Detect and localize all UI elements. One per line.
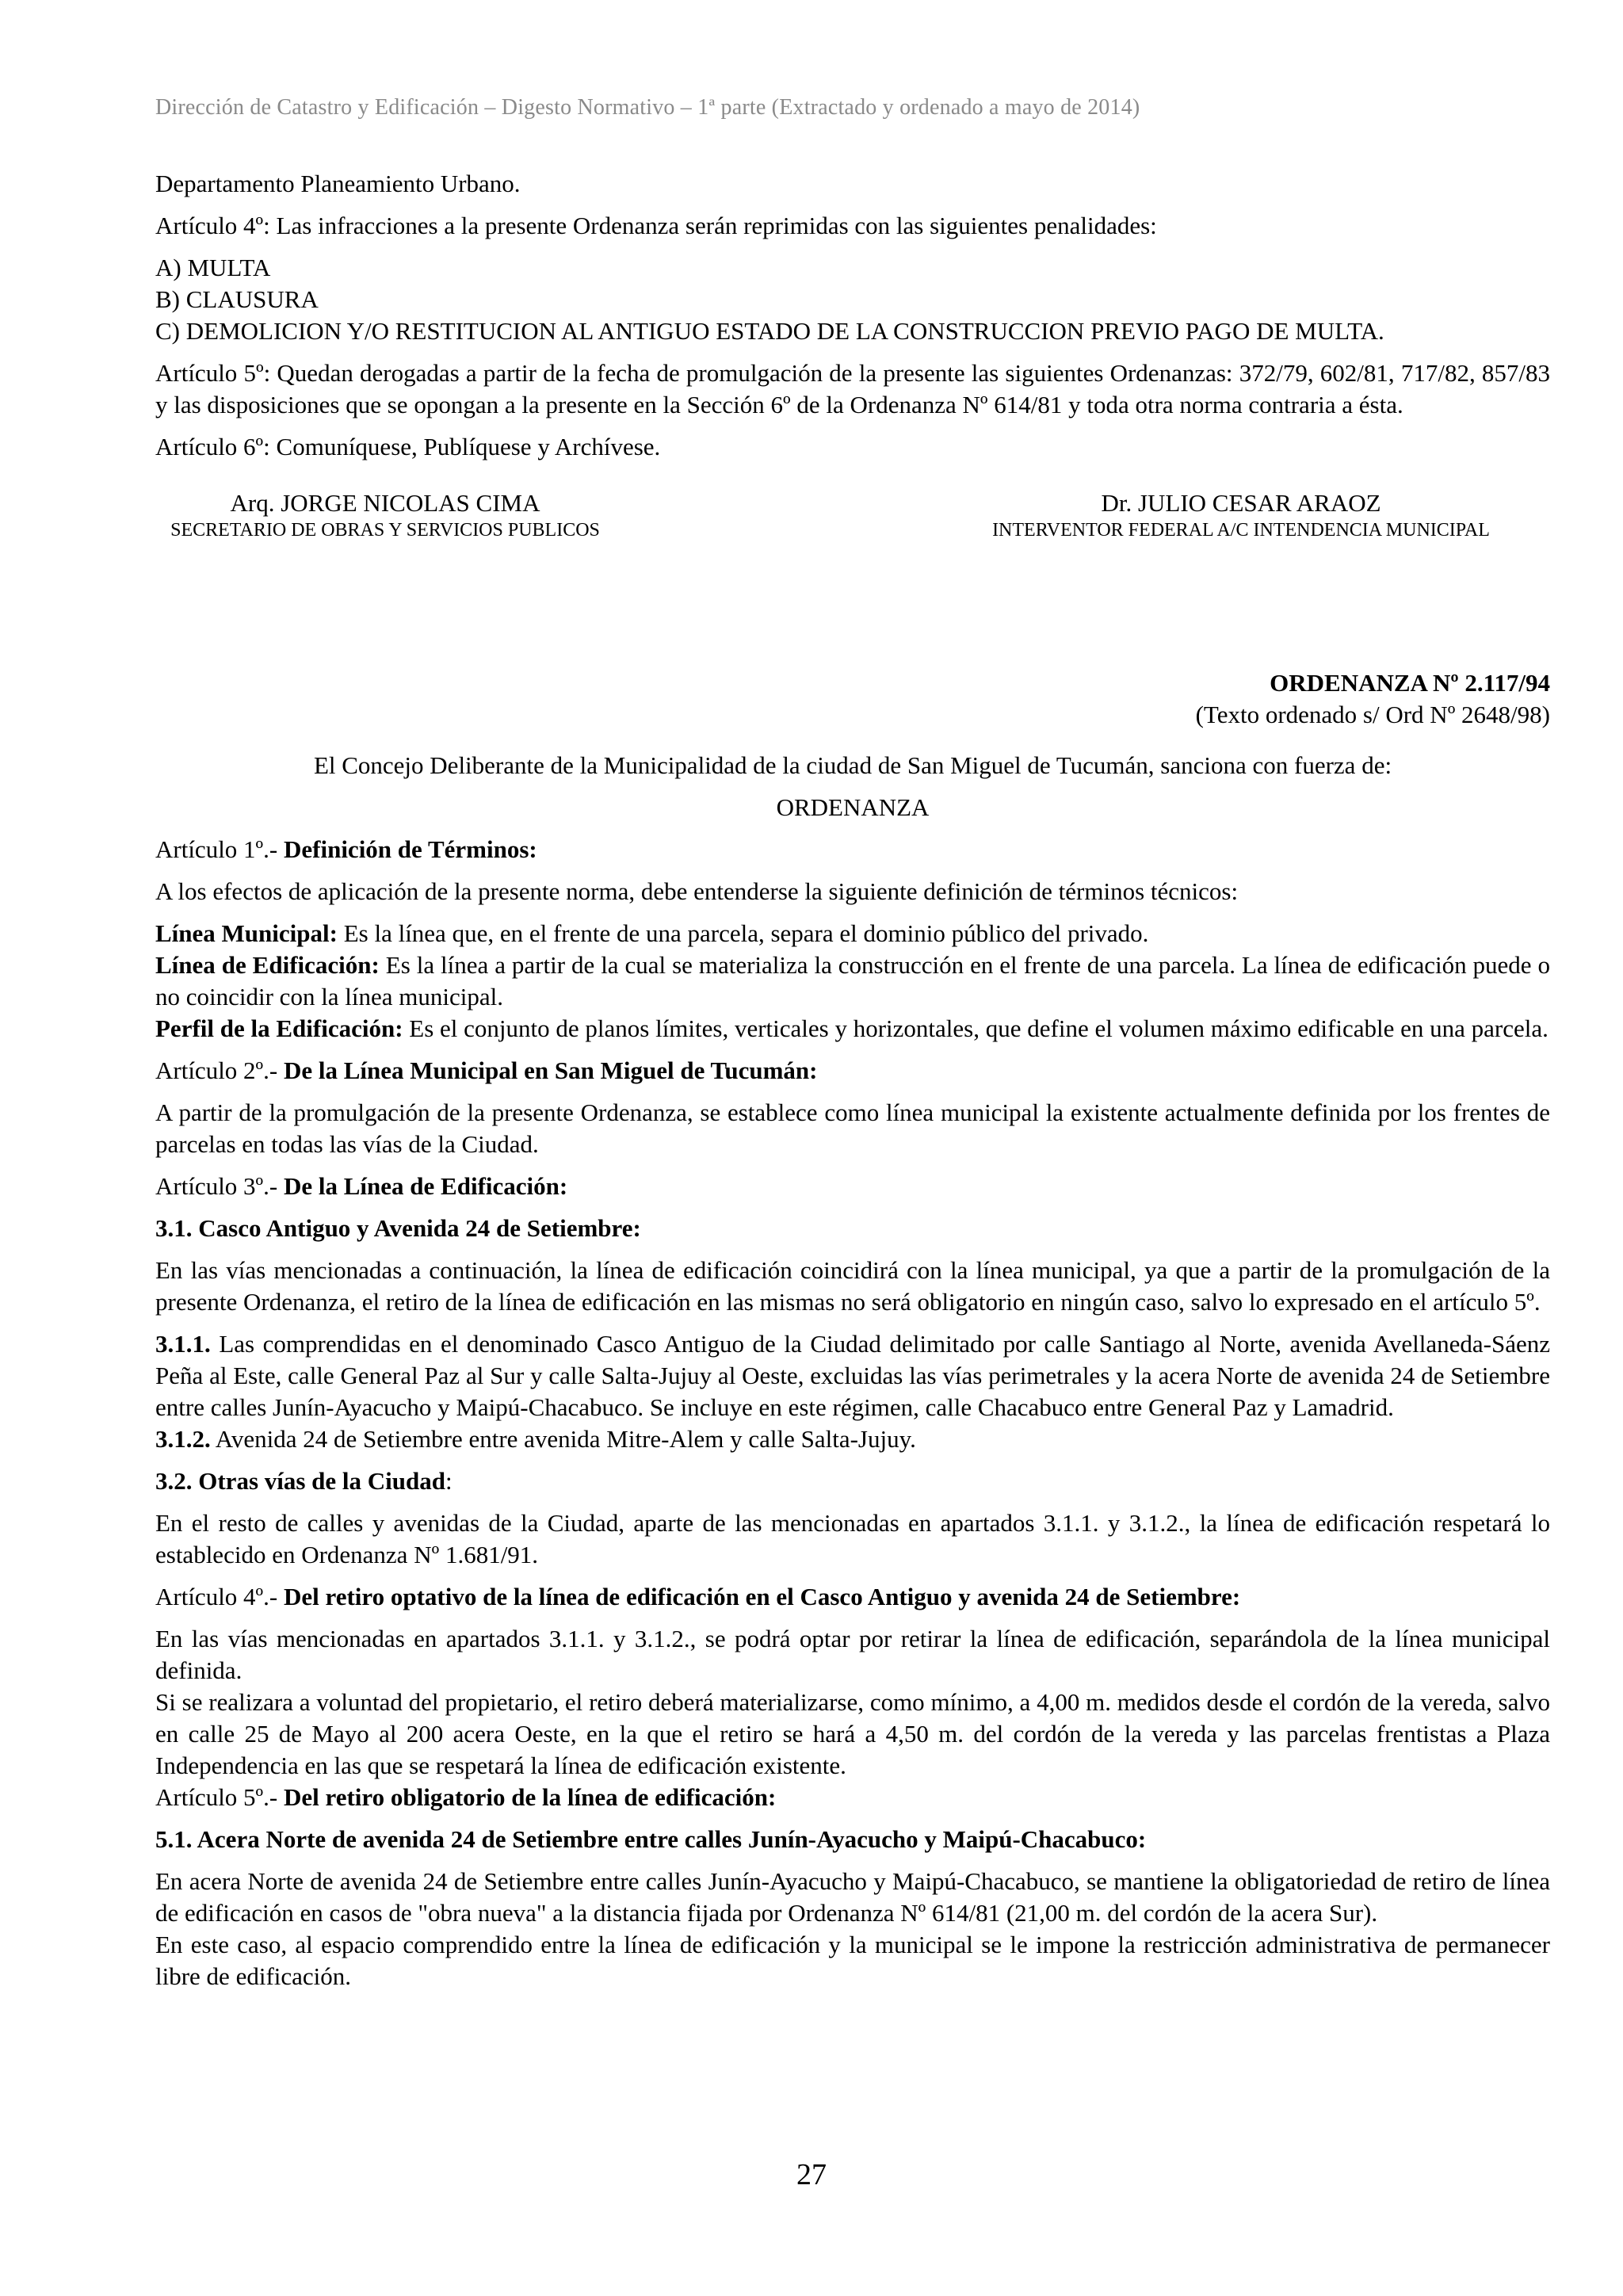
section-5-1-text-1: En acera Norte de avenida 24 de Setiembre entre calles Junín-Ayacucho y Maipú-Chacabuco, se mantiene la obligatoriedad de retiro de línea de edificación en casos de "obra nueva" a la distancia fijada por Ordenanza Nº 614/81 (21,00 m. del cordón de la acera Sur). bbox=[155, 1867, 1550, 1927]
article-2-text: A partir de la promulgación de la presente Ordenanza, se establece como línea municipal la existente actualmente definida por los frentes de parcelas en todas las vías de la Ciudad. bbox=[155, 1098, 1550, 1158]
signature-right bbox=[853, 488, 1550, 556]
definition-linea-edificacion bbox=[155, 949, 1550, 1013]
article-4-heading bbox=[155, 1581, 1550, 1613]
article-5-prefix: Artículo 5º.- bbox=[155, 1783, 284, 1811]
section-3-2-text: En el resto de calles y avenidas de la Ciudad, aparte de las mencionadas en apartados 3.1.1. y 3.1.2., la línea de edificación respetará lo establecido en Ordenanza Nº 1.681/91. bbox=[155, 1509, 1550, 1568]
ordinance-heading: ORDENANZA bbox=[776, 793, 930, 821]
article-5-heading bbox=[155, 1782, 1550, 1813]
signature-right-name: Dr. JULIO CESAR ARAOZ bbox=[1101, 489, 1381, 517]
definition-linea-municipal bbox=[155, 918, 1550, 949]
document-body bbox=[155, 168, 1550, 1992]
article-3-heading bbox=[155, 1171, 1550, 1202]
article-3-title: De la Línea de Edificación: bbox=[284, 1172, 568, 1200]
section-3-1-text: En las vías mencionadas a continuación, la línea de edificación coincidirá con la línea municipal, ya que a partir de la promulgación de la presente Ordenanza, el retiro de la línea de edificación en las mismas no será obligatorio en ningún caso, salvo lo expresado en el artículo 5º. bbox=[155, 1256, 1550, 1316]
section-3-2-colon: : bbox=[445, 1467, 453, 1495]
definition-term: Línea de Edificación: bbox=[155, 951, 380, 979]
section-text: Avenida 24 de Setiembre entre avenida Mitre-Alem y calle Salta-Jujuy. bbox=[210, 1425, 916, 1453]
section-3-2-title: 3.2. Otras vías de la Ciudad bbox=[155, 1467, 446, 1495]
paragraph-article-4-penalties: Artículo 4º: Las infracciones a la presente Ordenanza serán reprimidas con las siguientes penalidades: bbox=[155, 212, 1157, 239]
article-2-heading bbox=[155, 1055, 1550, 1087]
section-3-2-heading bbox=[155, 1465, 1550, 1497]
page-number: 27 bbox=[796, 2158, 827, 2191]
article-3-prefix: Artículo 3º.- bbox=[155, 1172, 284, 1200]
ordinance-intro: El Concejo Deliberante de la Municipalidad de la ciudad de San Miguel de Tucumán, sanciona con fuerza de: bbox=[313, 751, 1392, 779]
penalty-c: C) DEMOLICION Y/O RESTITUCION AL ANTIGUO ESTADO DE LA CONSTRUCCION PREVIO PAGO DE MULTA. bbox=[155, 317, 1384, 345]
definition-text: Es el conjunto de planos límites, verticales y horizontales, que define el volumen máximo edificable en una parcela. bbox=[403, 1014, 1549, 1042]
section-3-1-title: 3.1. Casco Antiguo y Avenida 24 de Setiembre: bbox=[155, 1214, 641, 1242]
definition-text: Es la línea a partir de la cual se materializa la construcción en el frente de una parcela. La línea de edificación puede o no coincidir con la línea municipal. bbox=[155, 951, 1551, 1010]
article-4-text-2: Si se realizara a voluntad del propietario, el retiro deberá materializarse, como mínimo, a 4,00 m. medidos desde el cordón de la vereda, salvo en calle 25 de Mayo al 200 acera Oeste, en la que el retiro se hará a 4,50 m. del cordón de la vereda y las parcelas frentistas a Plaza Independencia en las que se respetará la línea de edificación existente. bbox=[155, 1688, 1550, 1779]
signature-left bbox=[155, 488, 853, 556]
definition-text: Es la línea que, en el frente de una parcela, separa el dominio público del privado. bbox=[337, 919, 1149, 947]
article-1-prefix: Artículo 1º.- bbox=[155, 835, 284, 863]
penalty-a: A) MULTA bbox=[155, 254, 271, 281]
article-4-prefix: Artículo 4º.- bbox=[155, 1583, 284, 1610]
ordinance-subtitle: (Texto ordenado s/ Ord Nº 2648/98) bbox=[1195, 701, 1550, 728]
section-5-1-text-2: En este caso, al espacio comprendido entre la línea de edificación y la municipal se le impone la restricción administrativa de permanecer libre de edificación. bbox=[155, 1931, 1550, 1990]
article-2-prefix: Artículo 2º.- bbox=[155, 1056, 284, 1084]
running-header: Dirección de Catastro y Edificación – Digesto Normativo – 1ª parte (Extractado y ordenado a mayo de 2014) bbox=[155, 95, 1140, 120]
signature-block bbox=[155, 488, 1550, 556]
section-3-1-1 bbox=[155, 1328, 1550, 1423]
section-text: Las comprendidas en el denominado Casco Antiguo de la Ciudad delimitado por calle Santiago al Norte, avenida Avellaneda-Sáenz Peña al Este, calle General Paz al Sur y calle Salta-Jujuy al Oeste, excluidas las vías perimetrales y la acera Norte de avenida 24 de Setiembre entre calles Junín-Ayacucho y Maipú-Chacabuco. Se incluye en este régimen, calle Chacabuco entre General Paz y Lamadrid. bbox=[155, 1330, 1550, 1421]
paragraph-article-6: Artículo 6º: Comuníquese, Publíquese y Archívese. bbox=[155, 433, 661, 460]
article-1-intro: A los efectos de aplicación de la presente norma, debe entenderse la siguiente definición de términos técnicos: bbox=[155, 877, 1239, 905]
definition-term: Perfil de la Edificación: bbox=[155, 1014, 403, 1042]
definition-perfil-edificacion bbox=[155, 1013, 1550, 1045]
definition-term: Línea Municipal: bbox=[155, 919, 338, 947]
signature-left-name: Arq. JORGE NICOLAS CIMA bbox=[230, 489, 540, 517]
paragraph-department: Departamento Planeamiento Urbano. bbox=[155, 170, 521, 197]
article-5-title: Del retiro obligatorio de la línea de edificación: bbox=[284, 1783, 777, 1811]
section-5-1-title: 5.1. Acera Norte de avenida 24 de Setiembre entre calles Junín-Ayacucho y Maipú-Chacabuco: bbox=[155, 1825, 1147, 1853]
signature-left-role: SECRETARIO DE OBRAS Y SERVICIOS PUBLICOS bbox=[170, 520, 600, 541]
article-1-heading bbox=[155, 834, 1550, 865]
article-4-title: Del retiro optativo de la línea de edificación en el Casco Antiguo y avenida 24 de Setiembre: bbox=[284, 1583, 1241, 1610]
section-number: 3.1.2. bbox=[155, 1425, 211, 1453]
ordinance-title: ORDENANZA Nº 2.117/94 bbox=[1270, 669, 1550, 697]
penalty-b: B) CLAUSURA bbox=[155, 285, 319, 313]
article-4-text-1: En las vías mencionadas en apartados 3.1.1. y 3.1.2., se podrá optar por retirar la línea de edificación, separándola de la línea municipal definida. bbox=[155, 1625, 1550, 1684]
paragraph-article-5-repeal: Artículo 5º: Quedan derogadas a partir de la fecha de promulgación de la presente las siguientes Ordenanzas: 372/79, 602/81, 717/82, 857/83 y las disposiciones que se opongan a la presente en la Sección 6º de la Ordenanza Nº 614/81 y toda otra norma contraria a ésta. bbox=[155, 359, 1550, 418]
article-1-title: Definición de Términos: bbox=[284, 835, 537, 863]
signature-right-role: INTERVENTOR FEDERAL A/C INTENDENCIA MUNICIPAL bbox=[992, 520, 1490, 541]
section-3-1-2 bbox=[155, 1423, 1550, 1455]
section-number: 3.1.1. bbox=[155, 1330, 211, 1358]
article-2-title: De la Línea Municipal en San Miguel de Tucumán: bbox=[284, 1056, 818, 1084]
